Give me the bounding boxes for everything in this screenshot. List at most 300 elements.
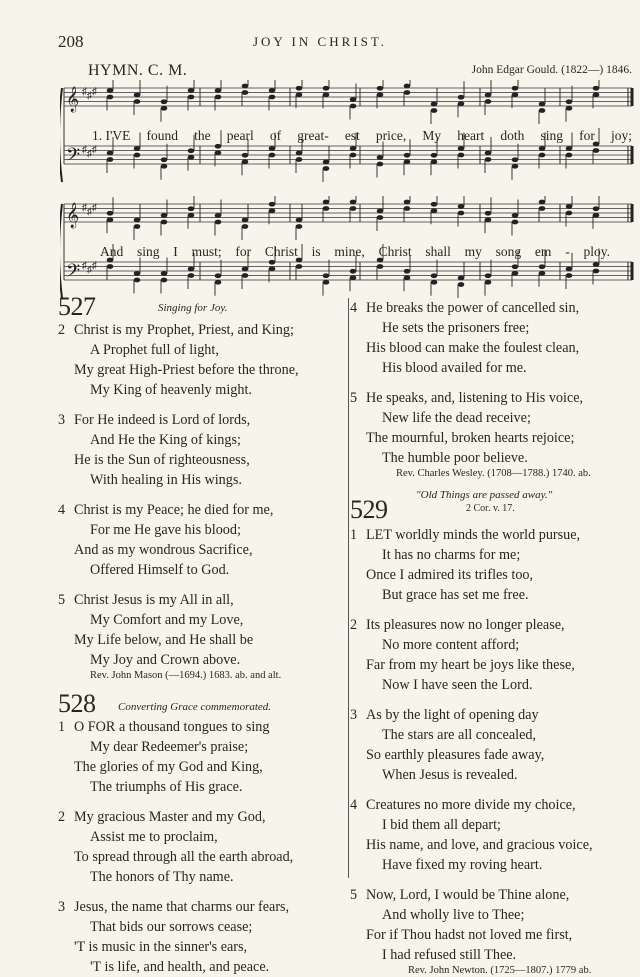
verse-line: That bids our sorrows cease;: [90, 919, 253, 935]
verse-number: 2: [58, 809, 66, 825]
verse-number: 5: [350, 887, 358, 903]
note-head: [404, 275, 411, 280]
verse-line: [58, 807, 343, 827]
verse-line: The honors of Thy name.: [90, 869, 234, 885]
note-head: [539, 271, 546, 276]
lyric-syllable: song: [495, 244, 522, 259]
verse-line: My Comfort and my Love,: [90, 612, 244, 628]
note-head: [431, 108, 438, 113]
note-head: [566, 106, 573, 111]
note-head: [485, 157, 492, 162]
hymn-527-verses: [58, 320, 343, 670]
note-head: [485, 211, 492, 216]
note-head: [215, 213, 222, 218]
note-head: [431, 159, 438, 164]
note-head: [215, 220, 222, 225]
verse-text: He speaks, and, listening to His voice,: [366, 390, 584, 406]
note-head: [323, 280, 330, 285]
note-head: [593, 206, 600, 211]
note-head: [512, 157, 519, 162]
note-head: [350, 104, 357, 109]
verse-number: 4: [58, 502, 66, 518]
hymn-attribution: Rev. John Newton. (1725—1807.) 1779 ab.: [408, 965, 592, 976]
sharp-icon: ♯: [87, 206, 92, 218]
note-head: [269, 95, 276, 100]
note-head: [485, 273, 492, 278]
verse-line: New life the dead receive;: [382, 410, 531, 426]
verse: [350, 388, 638, 468]
note-head: [377, 86, 384, 91]
note-head: [296, 224, 303, 229]
note-head: [296, 92, 303, 97]
note-head: [296, 264, 303, 269]
note-head: [296, 151, 303, 156]
verse-line: For me He gave his blood;: [90, 522, 241, 538]
verse-line: [350, 705, 638, 725]
verse-line: [350, 885, 638, 905]
note-head: [539, 108, 546, 113]
note-head: [107, 151, 114, 156]
verse-text: O FOR a thousand tongues to sing: [74, 719, 270, 735]
verse-line: His blood can make the foulest clean,: [366, 340, 580, 356]
verse-line: [58, 500, 343, 520]
note-head: [134, 146, 141, 151]
verse-number: 4: [350, 300, 358, 316]
note-head: [593, 269, 600, 274]
note-head: [377, 264, 384, 269]
lyric-syllable: for: [579, 128, 595, 143]
lyric-syllable: price,: [375, 128, 407, 143]
lyrics-line-1: [92, 128, 632, 144]
verse: [58, 807, 343, 887]
lyric-syllable: -: [565, 244, 570, 259]
note-head: [323, 160, 330, 165]
note-head: [134, 93, 141, 98]
verse-line: But grace has set me free.: [382, 587, 529, 603]
lyric-syllable: And: [100, 244, 124, 259]
lyric-syllable: My: [422, 128, 442, 143]
note-head: [404, 153, 411, 158]
lyric-syllable: my: [464, 244, 482, 259]
note-head: [161, 157, 168, 162]
note-head: [431, 102, 438, 107]
verse-text: Jesus, the name that charms our fears,: [74, 899, 290, 915]
note-head: [512, 271, 519, 276]
note-head: [485, 280, 492, 285]
verse-number: 1: [58, 719, 66, 735]
note-head: [161, 278, 168, 283]
note-head: [377, 209, 384, 214]
note-head: [350, 269, 357, 274]
verse-line: The stars are all concealed,: [382, 727, 537, 743]
verse-line: The glories of my God and King,: [74, 759, 263, 775]
verse-line: Now I have seen the Lord.: [382, 677, 533, 693]
verse-text: For He indeed is Lord of lords,: [74, 412, 251, 428]
verse-line: [58, 320, 343, 340]
note-head: [512, 86, 519, 91]
note-head: [323, 86, 330, 91]
note-head: [350, 200, 357, 205]
left-column: [58, 294, 343, 977]
verse-line: Far from my heart be joys like these,: [366, 657, 575, 673]
verse-line: Once I admired its trifles too,: [366, 567, 534, 583]
lyric-syllable: great-: [297, 128, 329, 143]
verse: [58, 410, 343, 490]
verse-line: And He the King of kings;: [90, 432, 241, 448]
note-head: [431, 273, 438, 278]
note-head: [134, 153, 141, 158]
column-divider: [348, 298, 349, 878]
note-head: [404, 84, 411, 89]
note-head: [566, 267, 573, 272]
sharp-icon: ♯: [82, 260, 87, 272]
lyric-syllable: sing: [137, 244, 160, 259]
verse: [350, 705, 638, 785]
note-head: [215, 150, 222, 155]
note-head: [350, 146, 357, 151]
note-head: [485, 217, 492, 222]
note-head: [458, 282, 465, 287]
note-head: [512, 213, 519, 218]
verse: [58, 500, 343, 580]
note-head: [593, 213, 600, 218]
verse-line: No more content afford;: [382, 637, 520, 653]
note-head: [566, 153, 573, 158]
verse-line: Assist me to proclaim,: [90, 829, 218, 845]
note-head: [566, 211, 573, 216]
verse-line: [350, 525, 638, 545]
note-head: [161, 164, 168, 169]
tune-composer: John Edgar Gould. (1822—) 1846.: [471, 64, 632, 76]
note-head: [215, 273, 222, 278]
verse-line: To spread through all the earth abroad,: [74, 849, 294, 865]
note-head: [350, 206, 357, 211]
note-head: [188, 155, 195, 160]
note-head: [242, 224, 249, 229]
note-head: [566, 146, 573, 151]
note-head: [296, 218, 303, 223]
sharp-icon: ♯: [82, 86, 87, 98]
lyric-syllable: est: [344, 128, 360, 143]
verse-line: And as my wondrous Sacrifice,: [74, 542, 253, 558]
note-head: [404, 159, 411, 164]
lyric-syllable: is: [311, 244, 321, 259]
verse-text: Christ is my Prophet, Priest, and King;: [74, 322, 294, 338]
note-head: [566, 273, 573, 278]
verse-line: [350, 298, 638, 318]
lyric-syllable: found: [146, 128, 179, 143]
lyric-syllable: joy;: [610, 128, 632, 143]
verse-text: As by the light of opening day: [366, 707, 539, 723]
note-head: [161, 213, 168, 218]
note-head: [593, 148, 600, 153]
verse-line: [58, 717, 343, 737]
hymn-number: 527: [58, 292, 96, 321]
verse-text: Its pleasures now no longer please,: [366, 617, 565, 633]
verse-line: My great High-Priest before the throne,: [74, 362, 299, 378]
note-head: [161, 106, 168, 111]
sharp-icon: ♯: [87, 90, 92, 102]
note-head: [188, 273, 195, 278]
verse-line: [58, 897, 343, 917]
hymn-number: 529: [350, 495, 388, 524]
verse-line: [350, 795, 638, 815]
sharp-icon: ♯: [87, 148, 92, 160]
hymn-number: 528: [58, 689, 96, 718]
note-head: [107, 217, 114, 222]
note-head: [161, 99, 168, 104]
note-head: [161, 271, 168, 276]
verse-number: 3: [58, 899, 66, 915]
note-head: [593, 262, 600, 267]
note-head: [107, 211, 114, 216]
note-head: [539, 146, 546, 151]
verse-line: With healing in His wings.: [90, 472, 242, 488]
note-head: [323, 200, 330, 205]
note-head: [188, 148, 195, 153]
note-head: [512, 164, 519, 169]
note-head: [431, 208, 438, 213]
sharp-icon: ♯: [82, 144, 87, 156]
note-head: [539, 206, 546, 211]
hymn-529-verses: [350, 525, 638, 965]
lyric-syllable: the: [194, 128, 211, 143]
verse: [58, 897, 343, 977]
verse-line: Offered Himself to God.: [90, 562, 230, 578]
verse-line: His blood availed for me.: [382, 360, 527, 376]
note-head: [539, 264, 546, 269]
system-brace: [60, 88, 62, 182]
note-head: [458, 101, 465, 106]
verse-line: [58, 590, 343, 610]
note-head: [269, 266, 276, 271]
verse-number: 3: [350, 707, 358, 723]
note-head: [242, 273, 249, 278]
note-head: [242, 84, 249, 89]
note-head: [404, 200, 411, 205]
verse-line: 'T is music in the sinner's ears,: [74, 939, 248, 955]
lyrics-line-2: [100, 244, 610, 260]
verse: [58, 590, 343, 670]
note-head: [242, 267, 249, 272]
verse: [350, 795, 638, 875]
lyric-syllable: 1. I'VE: [92, 128, 131, 143]
note-head: [134, 224, 141, 229]
system-brace: [60, 204, 62, 298]
verse-text: Now, Lord, I would be Thine alone,: [366, 887, 570, 903]
running-title: JOY IN CHRIST.: [252, 34, 388, 49]
verse: [58, 320, 343, 400]
hymn-title: Singing for Joy.: [158, 302, 228, 314]
note-head: [269, 146, 276, 151]
note-head: [566, 99, 573, 104]
note-head: [431, 153, 438, 158]
sharp-icon: ♯: [92, 86, 97, 98]
bass-clef-icon: 𝄢: [66, 260, 81, 285]
note-head: [323, 166, 330, 171]
verse-line: A Prophet full of light,: [90, 342, 219, 358]
lyric-syllable: em: [534, 244, 552, 259]
hymn-title: "Old Things are passed away.": [416, 489, 553, 501]
note-head: [323, 273, 330, 278]
note-head: [269, 260, 276, 265]
hymn-title: Converting Grace commemorated.: [118, 701, 272, 713]
note-head: [458, 95, 465, 100]
note-head: [134, 278, 141, 283]
note-head: [188, 88, 195, 93]
note-head: [215, 95, 222, 100]
note-head: [107, 88, 114, 93]
verse-line: He is the Sun of righteousness,: [74, 452, 250, 468]
verse-line: 'T is life, and health, and peace.: [90, 959, 270, 975]
verse-line: [350, 615, 638, 635]
note-head: [107, 95, 114, 100]
note-head: [242, 90, 249, 95]
sharp-icon: ♯: [92, 202, 97, 214]
note-head: [296, 157, 303, 162]
verse-number: 4: [350, 797, 358, 813]
note-head: [512, 264, 519, 269]
note-head: [188, 95, 195, 100]
note-head: [485, 99, 492, 104]
note-head: [485, 93, 492, 98]
sharp-icon: ♯: [92, 144, 97, 156]
bass-clef-icon: 𝄢: [66, 144, 81, 169]
note-head: [539, 200, 546, 205]
note-head: [377, 92, 384, 97]
note-head: [188, 213, 195, 218]
lyric-syllable: I: [173, 244, 178, 259]
verse-line: The triumphs of His grace.: [90, 779, 243, 795]
verse-text: He breaks the power of cancelled sin,: [366, 300, 580, 316]
note-head: [458, 146, 465, 151]
note-head: [323, 92, 330, 97]
lyric-syllable: doth: [500, 128, 525, 143]
verse-number: 2: [58, 322, 66, 338]
note-head: [269, 153, 276, 158]
verse-line: It has no charms for me;: [382, 547, 521, 563]
lyric-syllable: of: [269, 128, 282, 143]
note-head: [404, 269, 411, 274]
note-head: [377, 215, 384, 220]
verse-line: For if Thou hadst not loved me first,: [366, 927, 573, 943]
verse-line: I had refused still Thee.: [382, 947, 517, 963]
verse-line: So earthly pleasures fade away,: [366, 747, 545, 763]
note-head: [593, 86, 600, 91]
verse: [350, 298, 638, 378]
verse: [350, 885, 638, 965]
hymn-attribution: Rev. John Mason (—1694.) 1683. ab. and alt.: [90, 670, 282, 681]
note-head: [350, 97, 357, 102]
hymn-528-continued-verses: [350, 298, 638, 468]
note-head: [404, 206, 411, 211]
note-head: [458, 204, 465, 209]
note-head: [539, 102, 546, 107]
note-head: [161, 220, 168, 225]
note-head: [134, 271, 141, 276]
verse-line: The humble poor believe.: [382, 450, 528, 466]
verse: [58, 717, 343, 797]
note-head: [485, 151, 492, 156]
lyric-syllable: sing: [540, 128, 563, 143]
verse-line: [58, 410, 343, 430]
lyric-syllable: mine,: [334, 244, 365, 259]
verse-text: LET worldly minds the world pursue,: [366, 527, 581, 543]
scripture-reference: 2 Cor. v. 17.: [466, 503, 515, 514]
verse-number: 1: [350, 527, 358, 543]
note-head: [188, 206, 195, 211]
verse-line: The mournful, broken hearts rejoice;: [366, 430, 575, 446]
sharp-icon: ♯: [87, 264, 92, 276]
verse-number: 3: [58, 412, 66, 428]
note-head: [593, 92, 600, 97]
verse-line: My dear Redeemer's praise;: [90, 739, 249, 755]
note-head: [215, 280, 222, 285]
note-head: [458, 211, 465, 216]
lyric-syllable: heart: [457, 128, 485, 143]
lyric-syllable: ploy.: [583, 244, 610, 259]
verse-number: 5: [350, 390, 358, 406]
note-head: [242, 153, 249, 158]
verse-text: Christ Jesus is my All in all,: [74, 592, 234, 608]
note-head: [215, 88, 222, 93]
sharp-icon: ♯: [92, 260, 97, 272]
verse: [350, 615, 638, 695]
page-number: 208: [58, 32, 84, 51]
note-head: [188, 267, 195, 272]
right-column: [350, 298, 638, 976]
verse-line: My Life below, and He shall be: [74, 632, 254, 648]
lyric-syllable: shall: [425, 244, 451, 259]
note-head: [512, 220, 519, 225]
note-head: [323, 206, 330, 211]
sharp-icon: ♯: [82, 202, 87, 214]
note-head: [458, 153, 465, 158]
note-head: [431, 202, 438, 207]
note-head: [107, 264, 114, 269]
lyric-syllable: Christ: [264, 244, 298, 259]
note-head: [431, 280, 438, 285]
verse-line: He sets the prisoners free;: [382, 320, 530, 336]
verse-line: When Jesus is revealed.: [382, 767, 518, 783]
lyric-syllable: Christ: [378, 244, 412, 259]
note-head: [539, 153, 546, 158]
note-head: [242, 218, 249, 223]
note-head: [296, 86, 303, 91]
note-head: [107, 157, 114, 162]
note-head: [404, 90, 411, 95]
verse-line: I bid them all depart;: [382, 817, 501, 833]
hymn-attribution: Rev. Charles Wesley. (1708—1788.) 1740. ab.: [396, 468, 591, 479]
treble-clef-icon: 𝄞: [66, 86, 80, 111]
lyric-syllable: for: [235, 244, 252, 259]
lyric-syllable: must;: [191, 244, 222, 259]
verse-line: My Joy and Crown above.: [90, 652, 241, 668]
note-head: [242, 159, 249, 164]
lyric-syllable: pearl: [226, 128, 254, 143]
note-head: [377, 162, 384, 167]
tune-meter-label: HYMN. C. M.: [88, 62, 188, 79]
verse-number: 5: [58, 592, 66, 608]
note-head: [269, 88, 276, 93]
verse-text: Christ is my Peace; he died for me,: [74, 502, 274, 518]
note-head: [269, 208, 276, 213]
verse-text: My gracious Master and my God,: [74, 809, 266, 825]
note-head: [512, 92, 519, 97]
verse-line: And wholly live to Thee;: [382, 907, 525, 923]
note-head: [566, 204, 573, 209]
hymn-528-verses: [58, 717, 343, 977]
